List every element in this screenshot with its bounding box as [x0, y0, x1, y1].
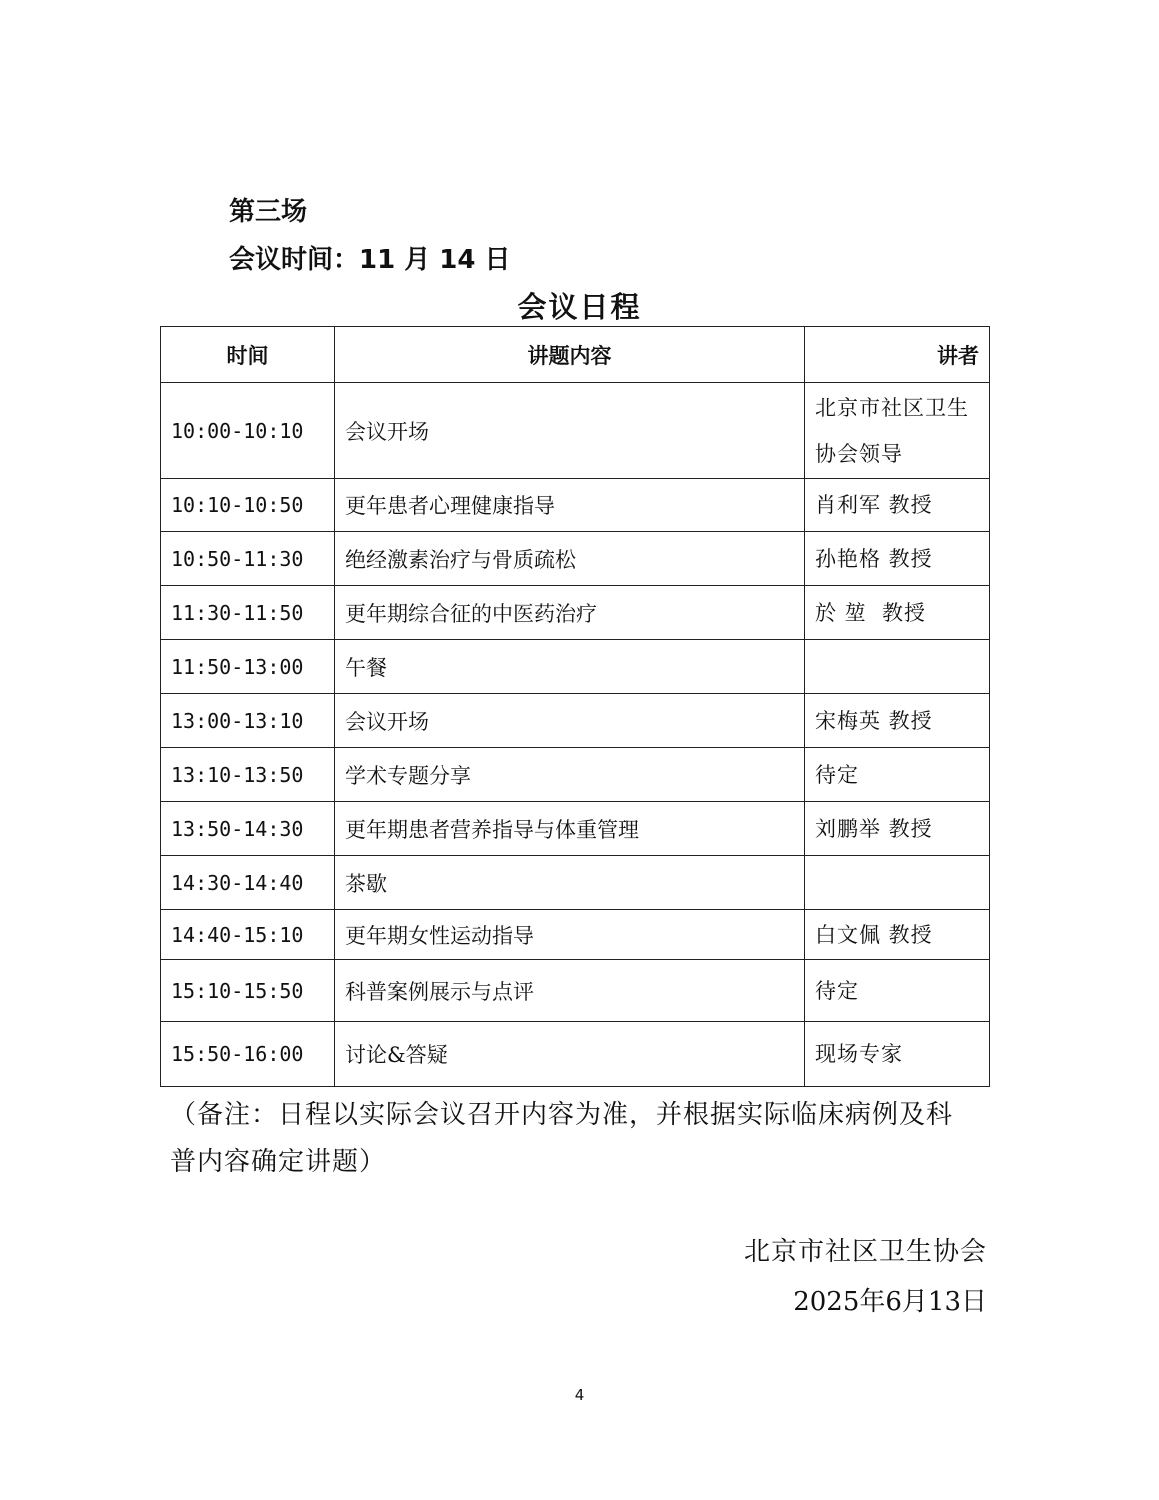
schedule-title: 会议日程 — [517, 290, 642, 324]
row-time: 11:50-13:00 — [161, 640, 335, 694]
table-row — [161, 802, 990, 856]
row-speaker: 宋梅英 教授 — [805, 694, 990, 748]
row-speaker: 孙艳格 教授 — [805, 532, 990, 586]
page-number: 4 — [574, 1386, 585, 1404]
row-time: 13:00-13:10 — [161, 694, 335, 748]
row-topic: 茶歇 — [335, 856, 805, 910]
row-time: 14:40-15:10 — [161, 910, 335, 960]
table-row — [161, 748, 990, 802]
row-speaker: 刘鹏举 教授 — [805, 802, 990, 856]
row-time: 10:00-10:10 — [161, 383, 335, 479]
row-time: 15:50-16:00 — [161, 1022, 335, 1087]
table-row — [161, 479, 990, 532]
row-speaker: 待定 — [805, 960, 990, 1022]
table-row — [161, 910, 990, 960]
row-topic: 午餐 — [335, 640, 805, 694]
table-row — [161, 856, 990, 910]
agenda-table — [160, 326, 990, 1087]
row-topic: 绝经激素治疗与骨质疏松 — [335, 532, 805, 586]
table-row — [161, 383, 990, 479]
table-row — [161, 960, 990, 1022]
issue-date: 2025年6月13日 — [793, 1287, 987, 1317]
row-time: 13:50-14:30 — [161, 802, 335, 856]
row-speaker — [805, 856, 990, 910]
table-row — [161, 694, 990, 748]
row-speaker — [805, 640, 990, 694]
row-speaker: 白文佩 教授 — [805, 910, 990, 960]
row-topic: 更年期患者营养指导与体重管理 — [335, 802, 805, 856]
row-topic: 科普案例展示与点评 — [335, 960, 805, 1022]
row-time: 10:50-11:30 — [161, 532, 335, 586]
column-header-topic: 讲题内容 — [335, 327, 805, 383]
column-header-time: 时间 — [161, 327, 335, 383]
meeting-time: 会议时间：11 月 14 日 — [229, 245, 511, 275]
row-speaker: 待定 — [805, 748, 990, 802]
row-topic: 会议开场 — [335, 383, 805, 479]
table-row — [161, 1022, 990, 1087]
row-time: 14:30-14:40 — [161, 856, 335, 910]
row-topic: 讨论&答疑 — [335, 1022, 805, 1087]
table-row — [161, 532, 990, 586]
row-topic: 更年期综合征的中医药治疗 — [335, 586, 805, 640]
row-time: 13:10-13:50 — [161, 748, 335, 802]
row-speaker: 现场专家 — [805, 1022, 990, 1087]
session-heading: 第三场 — [229, 197, 308, 227]
table-row — [161, 640, 990, 694]
row-speaker: 北京市社区卫生协会领导 — [805, 383, 990, 479]
table-row — [161, 586, 990, 640]
row-topic: 会议开场 — [335, 694, 805, 748]
row-speaker: 肖利军 教授 — [805, 479, 990, 532]
row-time: 15:10-15:50 — [161, 960, 335, 1022]
row-topic: 学术专题分享 — [335, 748, 805, 802]
table-header-row — [161, 327, 990, 383]
row-topic: 更年患者心理健康指导 — [335, 479, 805, 532]
row-time: 11:30-11:50 — [161, 586, 335, 640]
column-header-speaker: 讲者 — [805, 327, 990, 383]
row-time: 10:10-10:50 — [161, 479, 335, 532]
row-topic: 更年期女性运动指导 — [335, 910, 805, 960]
row-speaker: 於 堃 教授 — [805, 586, 990, 640]
schedule-note: （备注：日程以实际会议召开内容为准，并根据实际临床病例及科普内容确定讲题） — [170, 1100, 954, 1177]
organization-signature: 北京市社区卫生协会 — [743, 1237, 987, 1267]
